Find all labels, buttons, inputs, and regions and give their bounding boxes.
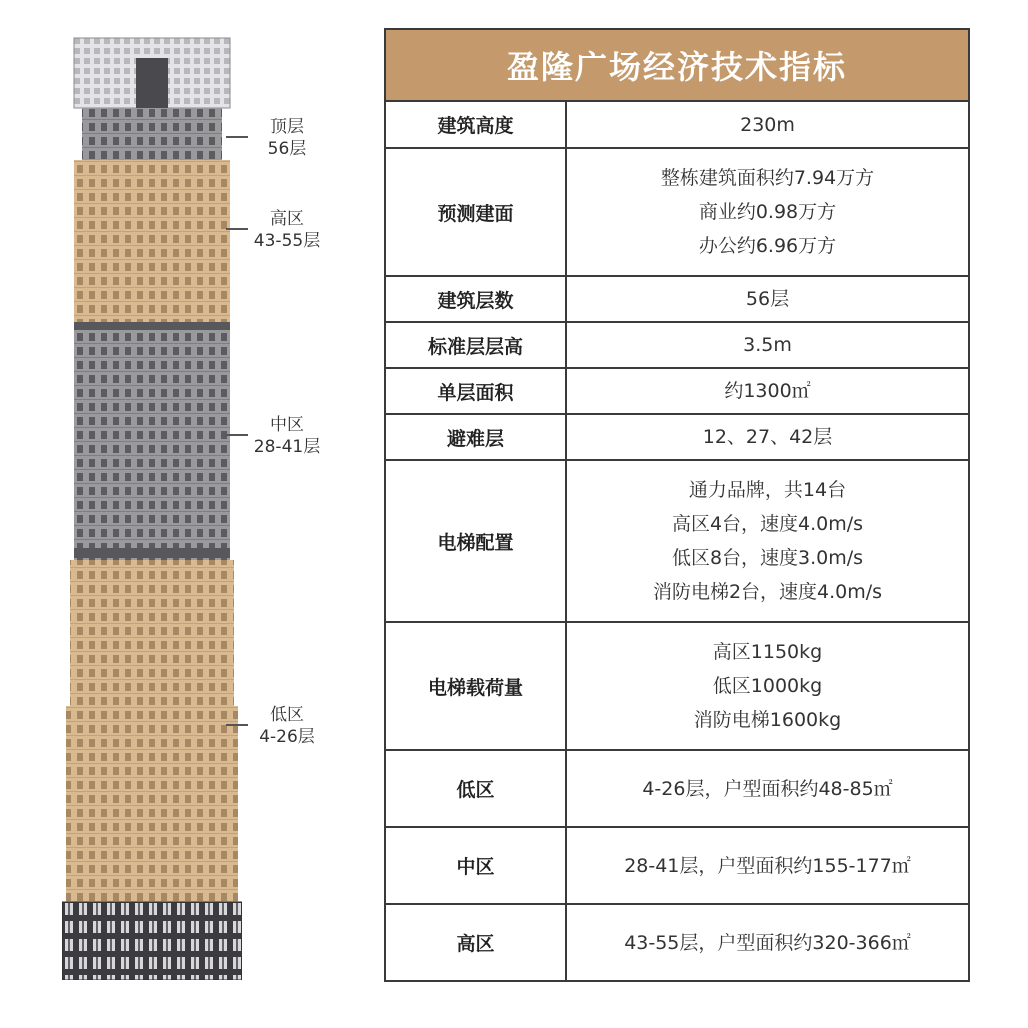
row-value (567, 149, 968, 275)
value-line: 4-26层，户型面积约48-85㎡ (642, 777, 893, 800)
zone-name: 高区 (270, 209, 304, 229)
value-line: 商业约0.98万方 (698, 201, 837, 223)
value-line: 56层 (745, 288, 790, 310)
value-line: 约1300㎡ (724, 380, 811, 402)
row-label: 建筑高度 (386, 102, 567, 147)
row-label: 建筑层数 (386, 277, 567, 321)
value-line: 28-41层，户型面积约155-177㎡ (624, 854, 911, 877)
building-elevation (62, 36, 242, 980)
zone-label-top (232, 116, 342, 160)
row-label: 电梯配置 (386, 461, 567, 621)
zone-label-low (232, 704, 342, 748)
zone-floors: 56层 (267, 139, 307, 159)
row-label: 预测建面 (386, 149, 567, 275)
table-row (386, 751, 968, 828)
row-label: 中区 (386, 828, 567, 903)
row-value (567, 102, 968, 147)
row-label: 电梯载荷量 (386, 623, 567, 749)
value-line: 消防电梯2台，速度4.0m/s (652, 581, 883, 603)
zone-floors: 4-26层 (259, 727, 315, 747)
zone-floors: 43-55层 (253, 231, 321, 251)
zone-label-high (232, 208, 342, 252)
zone-floors: 28-41层 (253, 437, 321, 457)
value-line: 通力品牌，共14台 (688, 479, 847, 501)
value-line: 低区8台，速度3.0m/s (671, 547, 864, 569)
row-value (567, 828, 968, 903)
row-value (567, 905, 968, 980)
row-label: 标准层层高 (386, 323, 567, 367)
spec-table (384, 28, 970, 982)
table-row (386, 102, 968, 149)
value-line: 办公约6.96万方 (698, 235, 837, 257)
value-line: 43-55层，户型面积约320-366㎡ (624, 931, 911, 954)
row-label: 低区 (386, 751, 567, 826)
row-label: 高区 (386, 905, 567, 980)
row-value (567, 369, 968, 413)
table-row (386, 369, 968, 415)
value-line: 整栋建筑面积约7.94万方 (660, 167, 875, 189)
table-row (386, 461, 968, 623)
zone-name: 顶层 (270, 117, 304, 137)
table-row (386, 323, 968, 369)
table-row (386, 277, 968, 323)
table-row (386, 828, 968, 905)
zone-leader-line (226, 228, 248, 230)
table-row (386, 415, 968, 461)
table-row (386, 623, 968, 751)
value-line: 230m (740, 113, 795, 136)
table-title: 盈隆广场经济技术指标 (386, 30, 968, 102)
row-label: 避难层 (386, 415, 567, 459)
zone-name: 低区 (270, 705, 304, 725)
building-drawing (62, 36, 242, 980)
zone-leader-line (226, 136, 248, 138)
value-line: 12、27、42层 (702, 426, 833, 448)
value-line: 低区1000kg (712, 675, 823, 697)
zone-label-mid (232, 414, 342, 458)
row-value (567, 323, 968, 367)
row-value (567, 415, 968, 459)
row-label: 单层面积 (386, 369, 567, 413)
row-value (567, 461, 968, 621)
table-row (386, 905, 968, 980)
value-line: 高区4台，速度4.0m/s (671, 513, 864, 535)
row-value (567, 623, 968, 749)
value-line: 高区1150kg (712, 641, 823, 663)
row-value (567, 751, 968, 826)
row-value (567, 277, 968, 321)
value-line: 消防电梯1600kg (693, 709, 842, 731)
zone-leader-line (226, 724, 248, 726)
value-line: 3.5m (743, 334, 792, 356)
table-row (386, 149, 968, 277)
zone-leader-line (226, 434, 248, 436)
zone-name: 中区 (270, 415, 304, 435)
